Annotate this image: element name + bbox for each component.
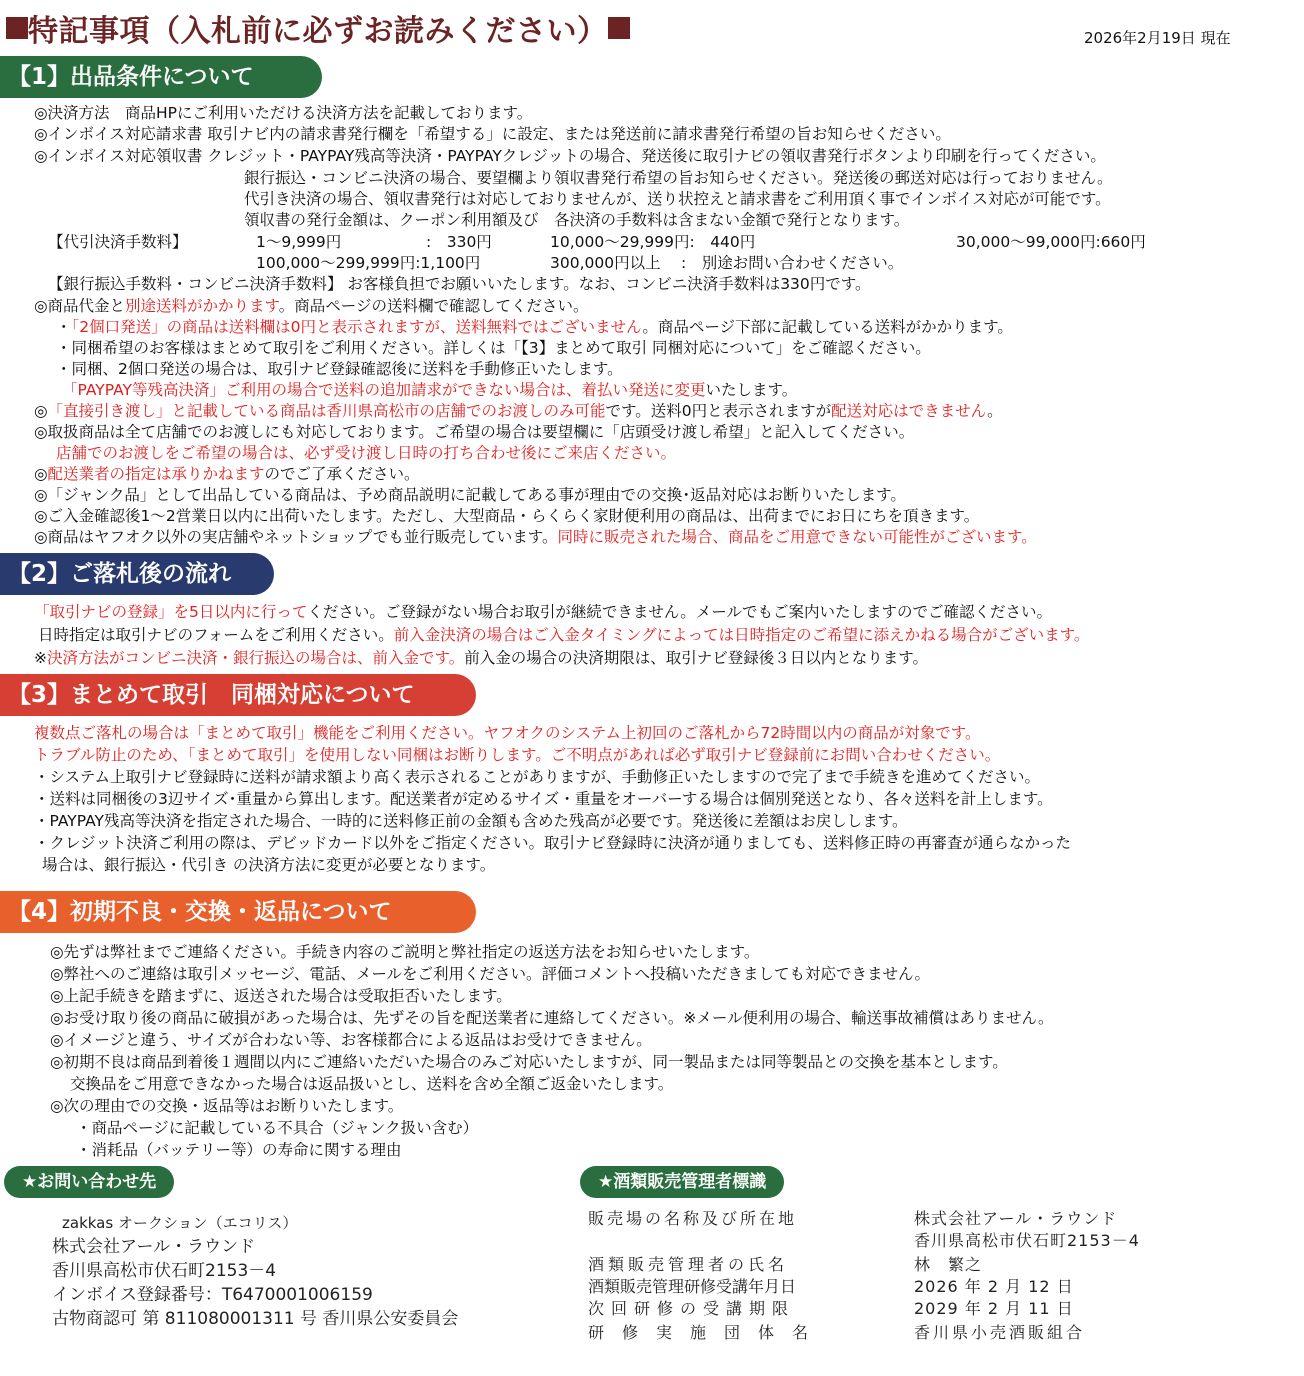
s3-line: ・システム上取引ナビ登録時に送料が請求額より高く表示されることがありますが、手動修正いたしますので完了まで手続きを進めてください。 xyxy=(34,768,1040,786)
liquor-value: 香川県小売酒販組合 xyxy=(914,1323,1086,1342)
contact-shop-name: zakkas オークション（エコリス） xyxy=(62,1214,298,1232)
s4-line: ◎先ずは弊社までご連絡ください。手続き内容のご説明と弊社指定の返送方法をお知らせいたします。 xyxy=(50,943,760,961)
section-2-heading: 【2】ご落札後の流れ xyxy=(0,553,274,595)
s4-line: ◎上記手続きを踏まずに、返送された場合は受取拒否いたします。 xyxy=(50,987,512,1005)
cod-fee-tier: 1〜9,999円 xyxy=(256,233,342,251)
s1-line: ◎ご入金確認後1〜2営業日以内に出荷いたします。ただし、大型商品・らくらく家財便利用の商品は、出荷までにお日にちを頂きます。 xyxy=(34,507,980,525)
s4-line: ◎次の理由での交換・返品等はお断りいたします。 xyxy=(50,1097,404,1115)
page-title: 特記事項（入札前に必ずお読みください） xyxy=(6,6,630,50)
s1-line: ◎商品はヤフオク以外の実店舗やネットショップでも並行販売しています。同時に販売された場合、商品をご用意できない可能性がございます。 xyxy=(34,528,1037,546)
liquor-label: 販売場の名称及び所在地 xyxy=(588,1209,798,1228)
s1-line: ・「2個口発送」の商品は送料欄は0円と表示されますが、送料無料ではございません。商品ページ下部に記載している送料がかかります。 xyxy=(56,318,1013,336)
s4-line: ・商品ページに記載している不具合（ジャンク扱い含む） xyxy=(76,1119,479,1137)
s1-line: 【銀行振込手数料・コンビニ決済手数料】 お客様負担でお願いいたします。なお、コンビニ決済手数料は330円です。 xyxy=(48,275,871,293)
s4-line: 交換品をご用意できなかった場合は返品扱いとし、送料を含め全額ご返金いたします。 xyxy=(70,1075,674,1093)
liquor-value: 香川県高松市伏石町2153－4 xyxy=(914,1231,1140,1250)
liquor-label: 次回研修の受講期限 xyxy=(588,1299,796,1318)
s1-line: ◎「ジャンク品」として出品している商品は、予め商品説明に記載してある事が理由での交換･返品対応はお断りいたします。 xyxy=(34,486,906,504)
s1-line: ・同梱希望のお客様はまとめて取引をご利用ください。詳しくは「【3】まとめて取引 同梱対応について」をご確認ください。 xyxy=(56,339,931,357)
s1-line: 領収書の発行金額は、クーポン利用額及び 各決済の手数料は含まない金額で発行となります。 xyxy=(244,211,910,229)
s1-line: ◎インボイス対応請求書 取引ナビ内の請求書発行欄を「希望する」に設定、または発送前に請求書発行希望の旨お知らせください。 xyxy=(34,125,951,143)
s1-line: ◎決済方法 商品HPにご利用いただける決済方法を記載しております。 xyxy=(34,104,533,122)
s1-line: 「PAYPAY等残高決済」ご利用の場合で送料の追加請求ができない場合は、着払い発送に変更いたします。 xyxy=(62,381,798,399)
s3-line: 場合は、銀行振込・代引き の決済方法に変更が必要となります。 xyxy=(42,856,496,874)
liquor-value: 株式会社アール・ラウンド xyxy=(914,1209,1118,1228)
cod-fee-tier: 300,000円以上 : 別途お問い合わせください。 xyxy=(550,254,904,272)
as-of-date: 2026年2月19日 現在 xyxy=(1084,29,1231,47)
s1-line: ◎インボイス対応領収書 クレジット・PAYPAY残高等決済・PAYPAYクレジットの場合、発送後に取引ナビの領収書発行ボタンより印刷を行ってください。 xyxy=(34,147,1106,165)
liquor-value: 2029 年 2 月 11 日 xyxy=(914,1299,1074,1318)
s3-line: ・PAYPAY残高等決済を指定された場合、一時的に送料修正前の金額も含めた残高が必要です。発送後に差額はお戻しします。 xyxy=(34,812,908,830)
contact-invoice-number: インボイス登録番号：T6470001006159 xyxy=(52,1285,373,1305)
liquor-label: 酒類販売管理者の氏名 xyxy=(588,1255,789,1274)
contact-address: 香川県高松市伏石町2153－4 xyxy=(52,1261,277,1281)
s3-line: ・送料は同梱後の3辺サイズ･重量から算出します。配送業者が定めるサイズ・重量をオーバーする場合は個別発送となり、各々送料を計上します。 xyxy=(34,790,1053,808)
s2-line: 「取引ナビの登録」を5日以内に行ってください。ご登録がない場合お取引が継続できません。メールでもご案内いたしますのでご確認ください。 xyxy=(34,603,1052,621)
square-icon xyxy=(6,17,28,39)
square-icon xyxy=(608,17,630,39)
s4-line: ◎イメージと違う、サイズが合わない等、お客様都合による返品はお受けできません。 xyxy=(50,1031,652,1049)
s1-line: ・同梱、2個口発送の場合は、取引ナビ登録確認後に送料を手動修正いたします。 xyxy=(56,360,623,378)
s1-line: ◎取扱商品は全て店舗でのお渡しにも対応しております。ご希望の場合は要望欄に「店頭受け渡し希望」と記入してください。 xyxy=(34,423,915,441)
cod-fee-label: 【代引決済手数料】 xyxy=(48,233,188,251)
cod-fee-tier: : 330円 xyxy=(426,233,492,251)
s4-line: ・消耗品（バッテリー等）の寿命に関する理由 xyxy=(76,1141,402,1159)
liquor-label: 研修実施団体名 xyxy=(588,1323,827,1342)
s1-line: ◎商品代金と別途送料がかかります。商品ページの送料欄で確認してください。 xyxy=(34,297,589,315)
contact-license: 古物商認可 第 811080001311 号 香川県公安委員会 xyxy=(52,1309,459,1329)
s1-line: 代引き決済の場合、領収書発行は対応しておりませんが、送り状控えと請求書をご利用頂く事でインボイス対応が可能です。 xyxy=(244,190,1111,208)
liquor-value: 林 繁之 xyxy=(914,1255,983,1274)
liquor-heading: ★酒類販売管理者標識 xyxy=(580,1166,784,1198)
s1-line: ◎「直接引き渡し」と記載している商品は香川県高松市の店舗でのお渡しのみ可能です。送料0円と表示されますが配送対応はできません。 xyxy=(34,402,1003,420)
s2-line: ※決済方法がコンビニ決済・銀行振込の場合は、前入金です。前入金の場合の決済期限は、取引ナビ登録後３日以内となります。 xyxy=(34,649,929,667)
s4-line: ◎弊社へのご連絡は取引メッセージ、電話、メールをご利用ください。評価コメントへ投稿いただきましても対応できません。 xyxy=(50,965,930,983)
cod-fee-tier: 100,000〜299,999円:1,100円 xyxy=(256,254,481,272)
s2-line: 日時指定は取引ナビのフォームをご利用ください。前入金決済の場合はご入金タイミングによっては日時指定のご希望に添えかねる場合がございます。 xyxy=(38,626,1090,644)
section-3-heading: 【3】まとめて取引 同梱対応について xyxy=(0,674,476,716)
s3-line: ・クレジット決済ご利用の際は、デビッドカード以外をご指定ください。取引ナビ登録時に決済が通りましても、送料修正時の再審査が通らなかった xyxy=(34,834,1072,852)
s4-line: ◎初期不良は商品到着後１週間以内にご連絡いただいた場合のみご対応いたしますが、同一製品または同等製品との交換を基本とします。 xyxy=(50,1053,1008,1071)
s3-line: 複数点ご落札の場合は「まとめて取引」機能をご利用ください。ヤフオクのシステム上初回のご落札から72時間以内の商品が対象です。 xyxy=(34,724,981,742)
s1-line: 店舗でのお渡しをご希望の場合は、必ず受け渡し日時の打ち合わせ後にご来店ください。 xyxy=(56,444,677,462)
s1-line: 銀行振込・コンビニ決済の場合、要望欄より領収書発行希望の旨お知らせください。発送後の郵送対応は行っておりません。 xyxy=(244,169,1113,187)
section-1-heading: 【1】出品条件について xyxy=(0,56,322,98)
section-4-heading: 【4】初期不良・交換・返品について xyxy=(0,891,476,933)
contact-heading: ★お問い合わせ先 xyxy=(4,1166,174,1198)
contact-company: 株式会社アール・ラウンド xyxy=(52,1237,256,1257)
liquor-value: 2026 年 2 月 12 日 xyxy=(914,1277,1074,1296)
cod-fee-tier: 10,000〜29,999円: 440円 xyxy=(550,233,756,251)
s1-line: ◎配送業者の指定は承りかねますのでご了承ください。 xyxy=(34,465,420,483)
s4-line: ◎お受け取り後の商品に破損があった場合は、先ずその旨を配送業者に連絡してください。※メール便利用の場合、輸送事故補償はありません。 xyxy=(50,1009,1054,1027)
s3-line: トラブル防止のため、「まとめて取引」を使用しない同梱はお断りします。ご不明点があれば必ず取引ナビ登録前にお問い合わせください。 xyxy=(34,746,1001,764)
liquor-label: 酒類販売管理研修受講年月日 xyxy=(588,1277,797,1296)
cod-fee-tier: 30,000〜99,000円:660円 xyxy=(956,233,1146,251)
